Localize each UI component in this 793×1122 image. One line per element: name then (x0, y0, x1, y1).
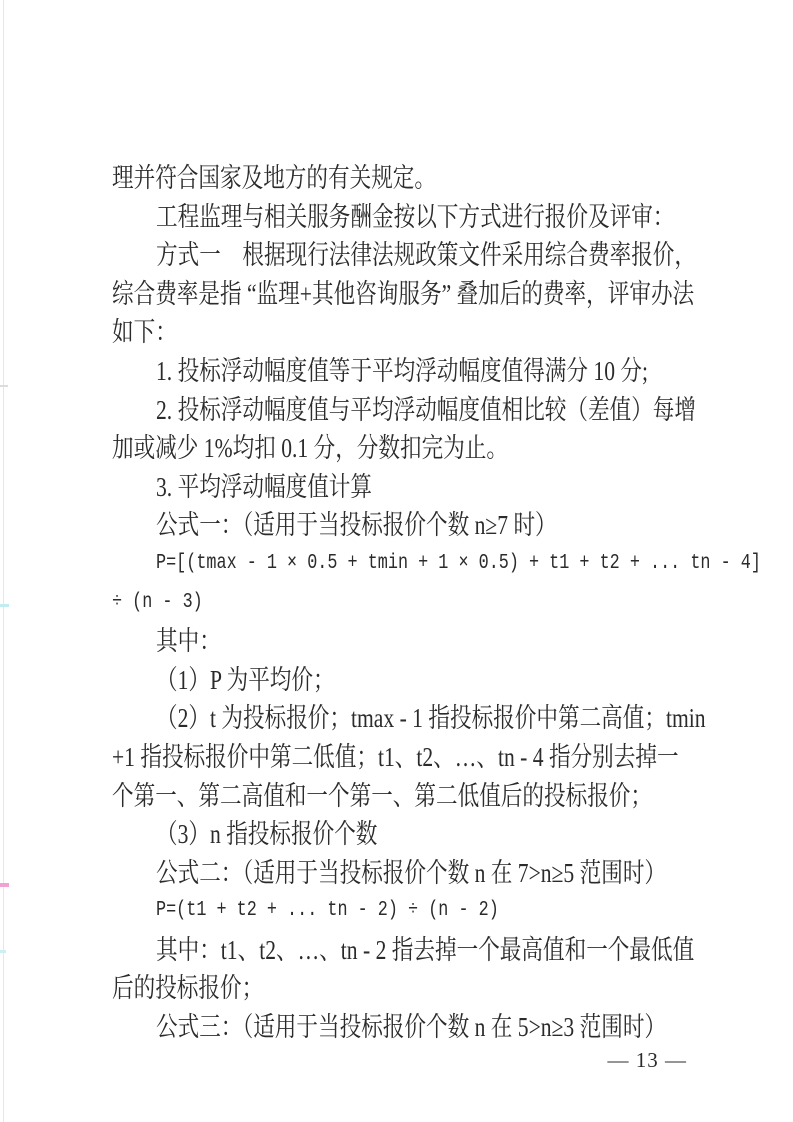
doc-line: 公式三：（适用于当投标报价个数 n 在 5>n≥3 范围时） (156, 1012, 667, 1043)
scan-speck-cyan (0, 604, 9, 607)
doc-line: 3. 平均浮动幅度值计算 (156, 471, 372, 502)
formula-line: P=(t1 + t2 + ... tn - 2) ÷ (n - 2) (156, 899, 499, 923)
doc-line: 工程监理与相关服务酬金按以下方式进行报价及评审： (156, 201, 675, 232)
doc-line: 公式二：（适用于当投标报价个数 n 在 7>n≥5 范围时） (156, 857, 667, 888)
doc-line: 综合费率是指 “监理+其他咨询服务” 叠加后的费率，评审办法 (112, 278, 695, 309)
doc-line: （2）t 为投标报价；tmax - 1 指投标报价中第二高值；tmin (156, 703, 706, 734)
scan-speck-magenta (0, 883, 9, 887)
doc-line: 公式一：（适用于当投标报价个数 n≥7 时） (156, 510, 557, 541)
doc-line: 1. 投标浮动幅度值等于平均浮动幅度值得满分 10 分; (156, 355, 649, 386)
doc-line: 2. 投标浮动幅度值与平均浮动幅度值相比较（差值）每增 (156, 394, 696, 425)
formula-line: P=[(tmax - 1 × 0.5 + tmin + 1 × 0.5) + t1 + t2 + ... tn - 4] (156, 551, 761, 575)
doc-line: 理并符合国家及地方的有关规定。 (112, 163, 436, 193)
page-number: — 13 — (607, 1048, 687, 1072)
doc-line: 如下： (112, 317, 177, 348)
scan-speck-cyan-2 (0, 950, 6, 953)
doc-line: （1）P 为平均价； (156, 664, 335, 695)
doc-line: 后的投标报价； (112, 973, 264, 1004)
formula-line: ÷ (n - 3) (112, 590, 203, 614)
doc-line: 其中：t1、t2、…、tn - 2 指去掉一个最高值和一个最低值 (156, 934, 695, 965)
document-body (112, 159, 793, 1047)
doc-line: +1 指投标报价中第二低值；t1、t2、…、tn - 4 指分别去掉一 (112, 741, 679, 772)
scan-speck-gray (0, 385, 8, 387)
doc-line: 方式一 根据现行法律法规政策文件采用综合费率报价， (156, 240, 696, 271)
doc-line: 个第一、第二高值和一个第一、第二低值后的投标报价； (112, 780, 652, 811)
scan-edge-line (3, 0, 4, 1122)
doc-line: 其中： (156, 626, 221, 657)
doc-line: （3）n 指投标报价个数 (156, 819, 378, 850)
doc-line: 加或减少 1%均扣 0.1 分，分数扣完为止。 (112, 433, 508, 464)
